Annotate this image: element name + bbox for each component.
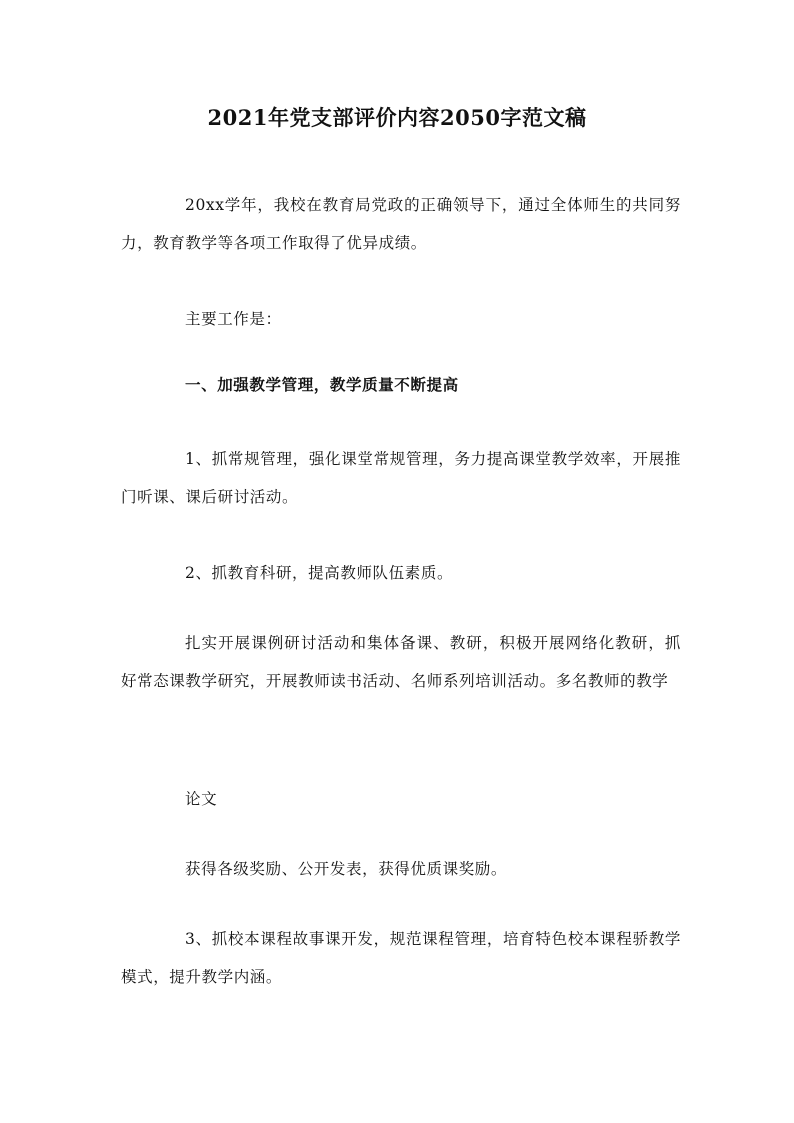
paragraph-item-3: 3、抓校本课程故事课开发，规范课程管理，培育特色校本课程骄教学模式，提升教学内涵。 [121, 930, 681, 986]
document-title: 2021年党支部评价内容2050字范文稿 [207, 105, 587, 130]
section-heading-1: 一、加强教学管理，教学质量不断提高 [185, 375, 459, 394]
paragraph-main-work: 主要工作是： [185, 310, 282, 328]
paragraph-item-2: 2、抓教育科研，提高教师队伍素质。 [185, 564, 454, 582]
paragraph-research: 扎实开展课例研讨活动和集体备课、教研，积极开展网络化教研，抓好常态课教学研究，开展教师读书活动、名师系列培训活动。多名教师的教学 [121, 634, 681, 690]
paragraph-item-1: 1、抓常规管理，强化课堂常规管理，务力提高课堂教学效率，开展推门听课、课后研讨活动。 [121, 450, 681, 506]
paragraph-thesis: 论文 [185, 790, 218, 808]
paragraph-awards: 获得各级奖励、公开发表，获得优质课奖励。 [185, 860, 508, 878]
paragraph-intro: 20xx学年，我校在教育局党政的正确领导下，通过全体师生的共同努力，教育教学等各项工作取得了优异成绩。 [121, 196, 681, 252]
